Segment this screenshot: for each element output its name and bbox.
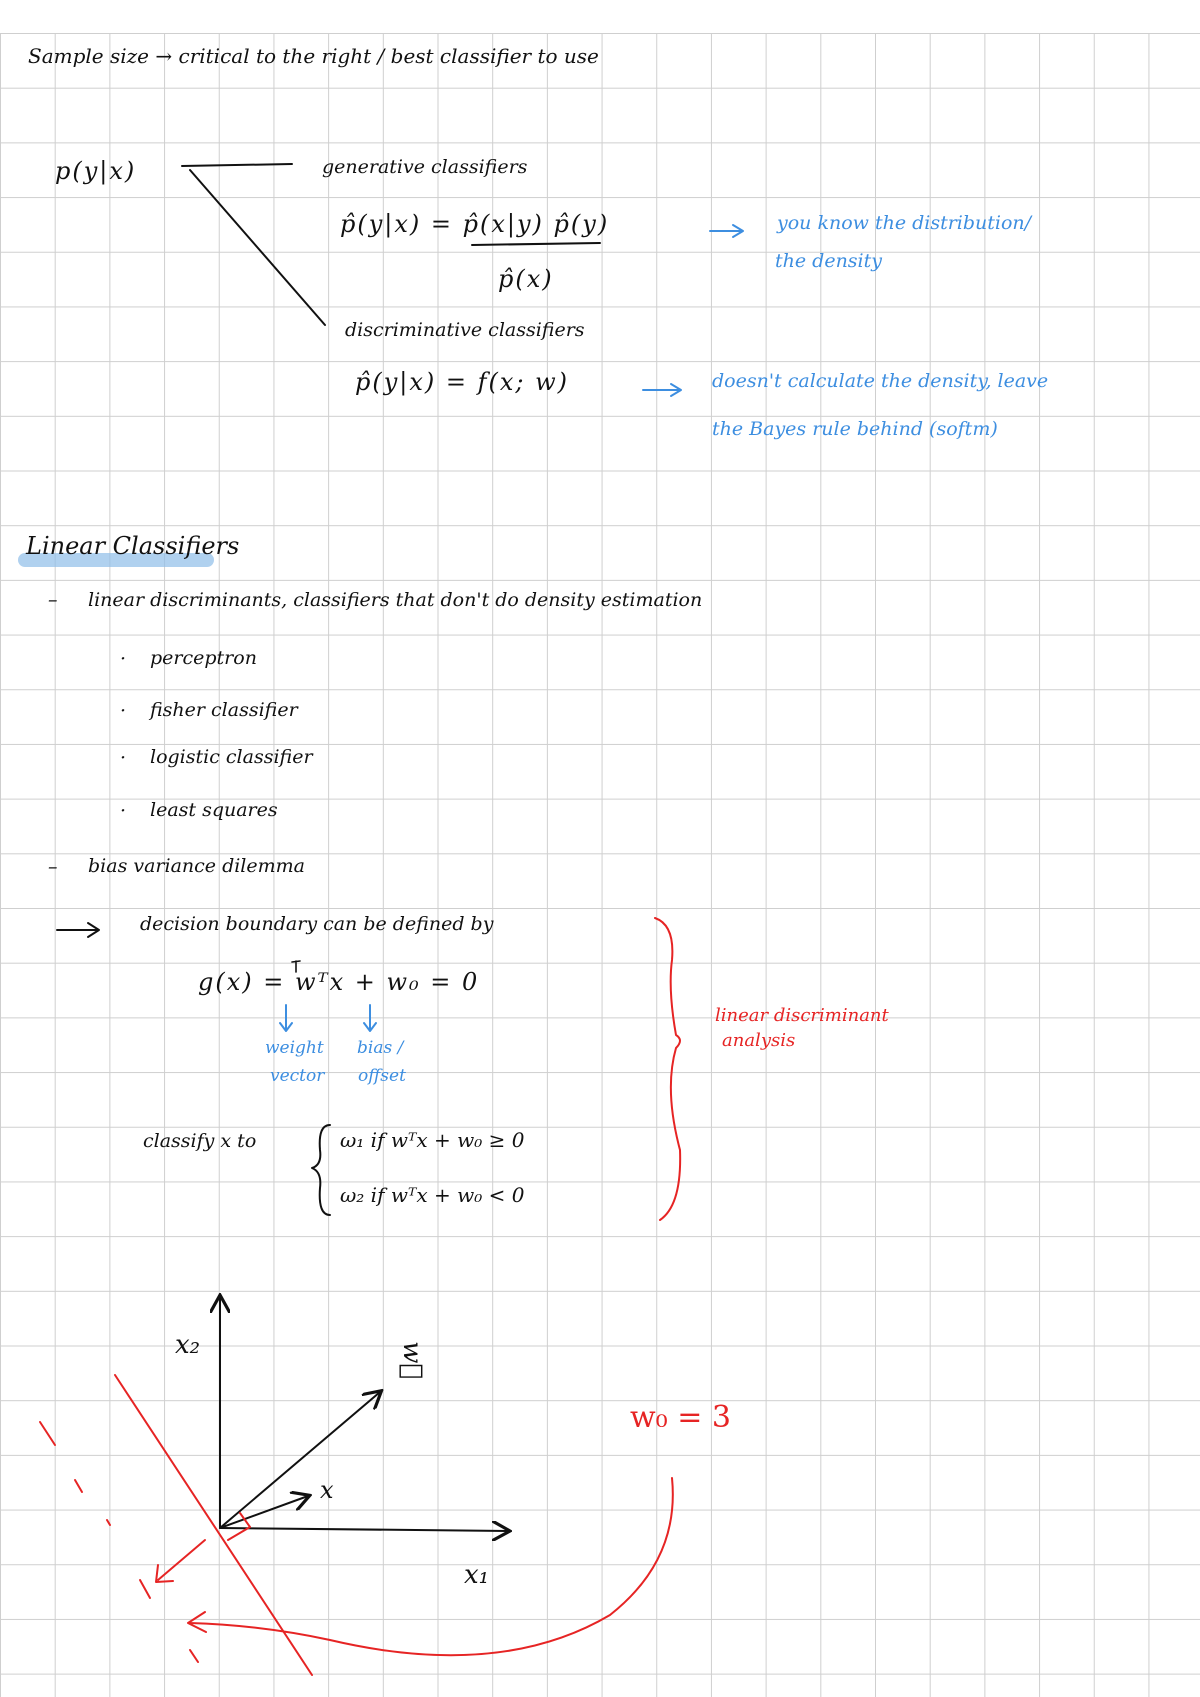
dash-2: – [48, 856, 58, 878]
blue-down-arrow-w0 [364, 1005, 376, 1031]
cases-brace [312, 1125, 330, 1215]
dot-fisher: · [120, 700, 127, 722]
generative-formula-denominator: p̂(x) [498, 265, 554, 293]
red-curve-arrow [188, 1478, 673, 1655]
blue-note-bayes-rule: the Bayes rule behind (softm) [712, 418, 998, 440]
classify-x-label: classify x to [143, 1130, 257, 1152]
dot-logistic: · [120, 747, 127, 769]
w0-equals-3-note: w₀ = 3 [630, 1400, 732, 1435]
dot-least-squares: · [120, 800, 127, 822]
blue-arrow-2 [643, 384, 681, 396]
section-title-linear-classifiers: Linear Classifiers [26, 532, 240, 560]
vector-w [220, 1392, 380, 1528]
case-omega-2: ω₂ if wᵀx + w₀ < 0 [340, 1183, 525, 1207]
g-of-x-formula: g(x) = wᵀx + w₀ = 0 [198, 968, 480, 996]
vector-x [220, 1496, 308, 1528]
dash-1: – [48, 589, 58, 611]
branch-line-discriminative [190, 170, 325, 325]
vector-w-label: w⃗ [396, 1341, 427, 1379]
vector-label: vector [270, 1066, 325, 1086]
bias-label: bias / [357, 1038, 404, 1058]
red-offset-arrow [156, 1540, 205, 1582]
right-angle-mark [228, 1513, 250, 1540]
discriminative-classifiers-label: discriminative classifiers [345, 319, 585, 341]
p-y-given-x: p(y|x) [55, 157, 137, 185]
offset-label: offset [358, 1066, 406, 1086]
generative-classifiers-label: generative classifiers [322, 156, 528, 178]
red-brace [655, 918, 680, 1220]
dot-perceptron: · [120, 648, 127, 670]
sub-item-logistic: logistic classifier [150, 746, 313, 768]
lda-note-line-1: linear discriminant [715, 1005, 889, 1026]
axis-label-x1: x₁ [464, 1560, 490, 1590]
blue-arrow-1 [710, 225, 743, 237]
branch-line-generative [182, 164, 292, 166]
sub-item-perceptron: perceptron [150, 647, 257, 669]
decision-boundary-line: decision boundary can be defined by [140, 913, 494, 935]
blue-note-no-density: doesn't calculate the density, leave [712, 370, 1049, 392]
axis-label-x2: x₂ [175, 1330, 201, 1360]
case-omega-1: ω₁ if wᵀx + w₀ ≥ 0 [340, 1128, 525, 1152]
x1-axis [220, 1528, 508, 1531]
discriminative-formula: p̂(y|x) = f(x; w) [355, 368, 570, 396]
red-dashed-line [40, 1422, 55, 1445]
generative-formula-numerator: p̂(y|x) = p̂(x|y) p̂(y) [340, 210, 610, 238]
bullet-linear-discriminants: linear discriminants, classifiers that don't do density estimation [88, 589, 703, 611]
fraction-bar [472, 243, 600, 245]
decision-arrow [57, 923, 99, 937]
sub-item-least-squares: least squares [150, 799, 278, 821]
blue-note-the-density: the density [775, 250, 882, 272]
sub-item-fisher: fisher classifier [150, 699, 298, 721]
lda-note-line-2: analysis [722, 1030, 796, 1051]
red-decision-line [115, 1375, 312, 1675]
sample-size-note: Sample size → critical to the right / best classifier to use [28, 44, 599, 68]
vector-x-label: x [320, 1476, 334, 1504]
blue-down-arrow-w [280, 1005, 292, 1031]
blue-note-know-distribution: you know the distribution/ [777, 212, 1032, 234]
bullet-bias-variance: bias variance dilemma [88, 855, 305, 877]
weight-label: weight [265, 1038, 324, 1058]
transpose-mark [292, 961, 300, 972]
